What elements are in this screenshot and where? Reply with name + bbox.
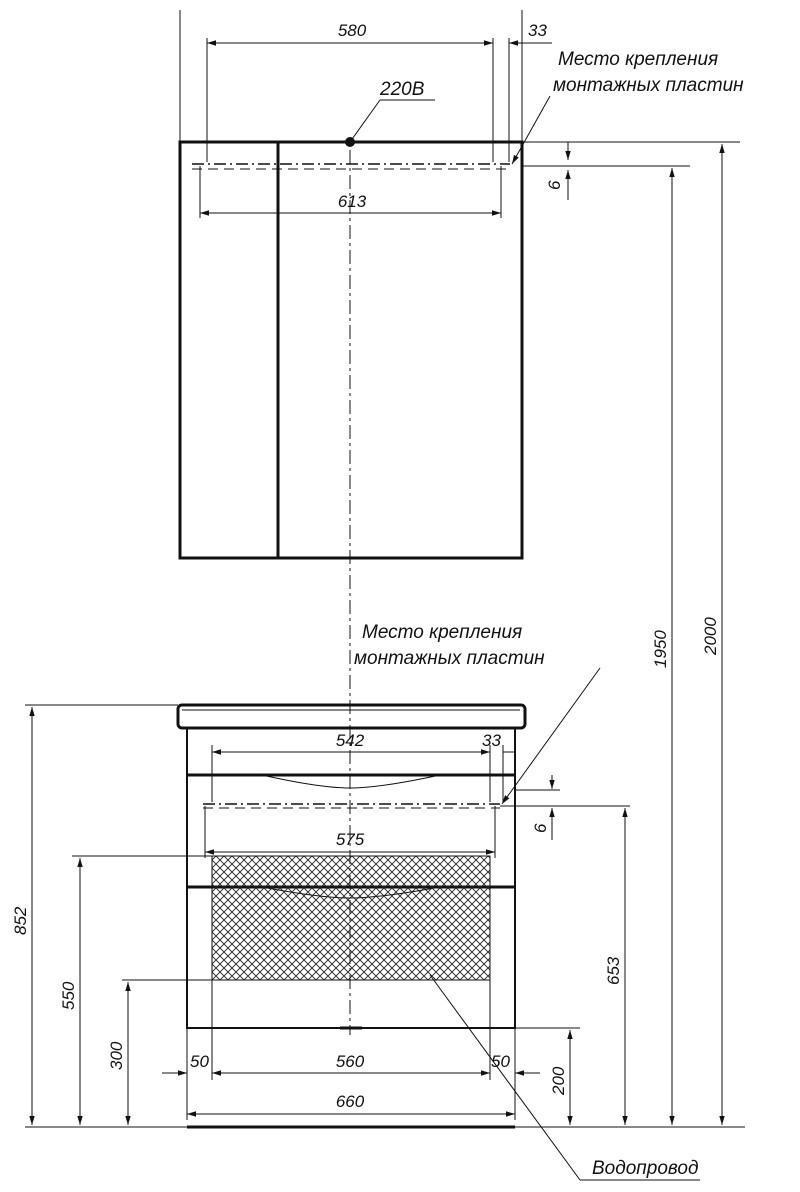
- vanity-mount-note-line2: монтажных пластин: [354, 648, 545, 669]
- dim-6-mirror: 6: [545, 180, 564, 190]
- water-supply-zone: [212, 856, 490, 980]
- dim-50-left: 50: [190, 1052, 209, 1071]
- dim-2000: 2000: [701, 617, 720, 655]
- dim-852: 852: [11, 906, 30, 935]
- dim-550: 550: [59, 981, 78, 1010]
- dim-575: 575: [335, 830, 365, 849]
- dim-660: 660: [335, 1092, 365, 1111]
- dim-653: 653: [604, 956, 623, 985]
- dim-33: 33: [528, 21, 547, 40]
- dim-200: 200: [549, 1066, 568, 1095]
- vanity-mount-note-line1: Место крепления: [362, 622, 523, 643]
- mirror-mount-note-line2: монтажных пластин: [553, 75, 744, 96]
- power-label: 220В: [380, 79, 425, 100]
- vanity-countertop: [178, 705, 525, 728]
- water-label: Водопровод: [592, 1158, 699, 1179]
- vanity-cabinet: [178, 705, 525, 1028]
- dim-542: 542: [335, 731, 365, 750]
- vanity-mount-leader: [502, 668, 600, 804]
- dim-1950: 1950: [651, 630, 670, 668]
- power-leader: [350, 100, 380, 142]
- basin-curve-upper: [262, 775, 440, 788]
- mirror-mount-leader: [512, 96, 550, 164]
- dim-613: 613: [337, 192, 367, 211]
- dim-33-vanity: 33: [482, 731, 501, 750]
- dim-560: 560: [335, 1052, 365, 1071]
- dim-300: 300: [107, 1041, 126, 1070]
- mirror-mount-note-line1: Место крепления: [558, 49, 719, 70]
- dim-580: 580: [337, 21, 367, 40]
- dim-50-right: 50: [491, 1052, 510, 1071]
- dim-6-vanity: 6: [531, 823, 550, 833]
